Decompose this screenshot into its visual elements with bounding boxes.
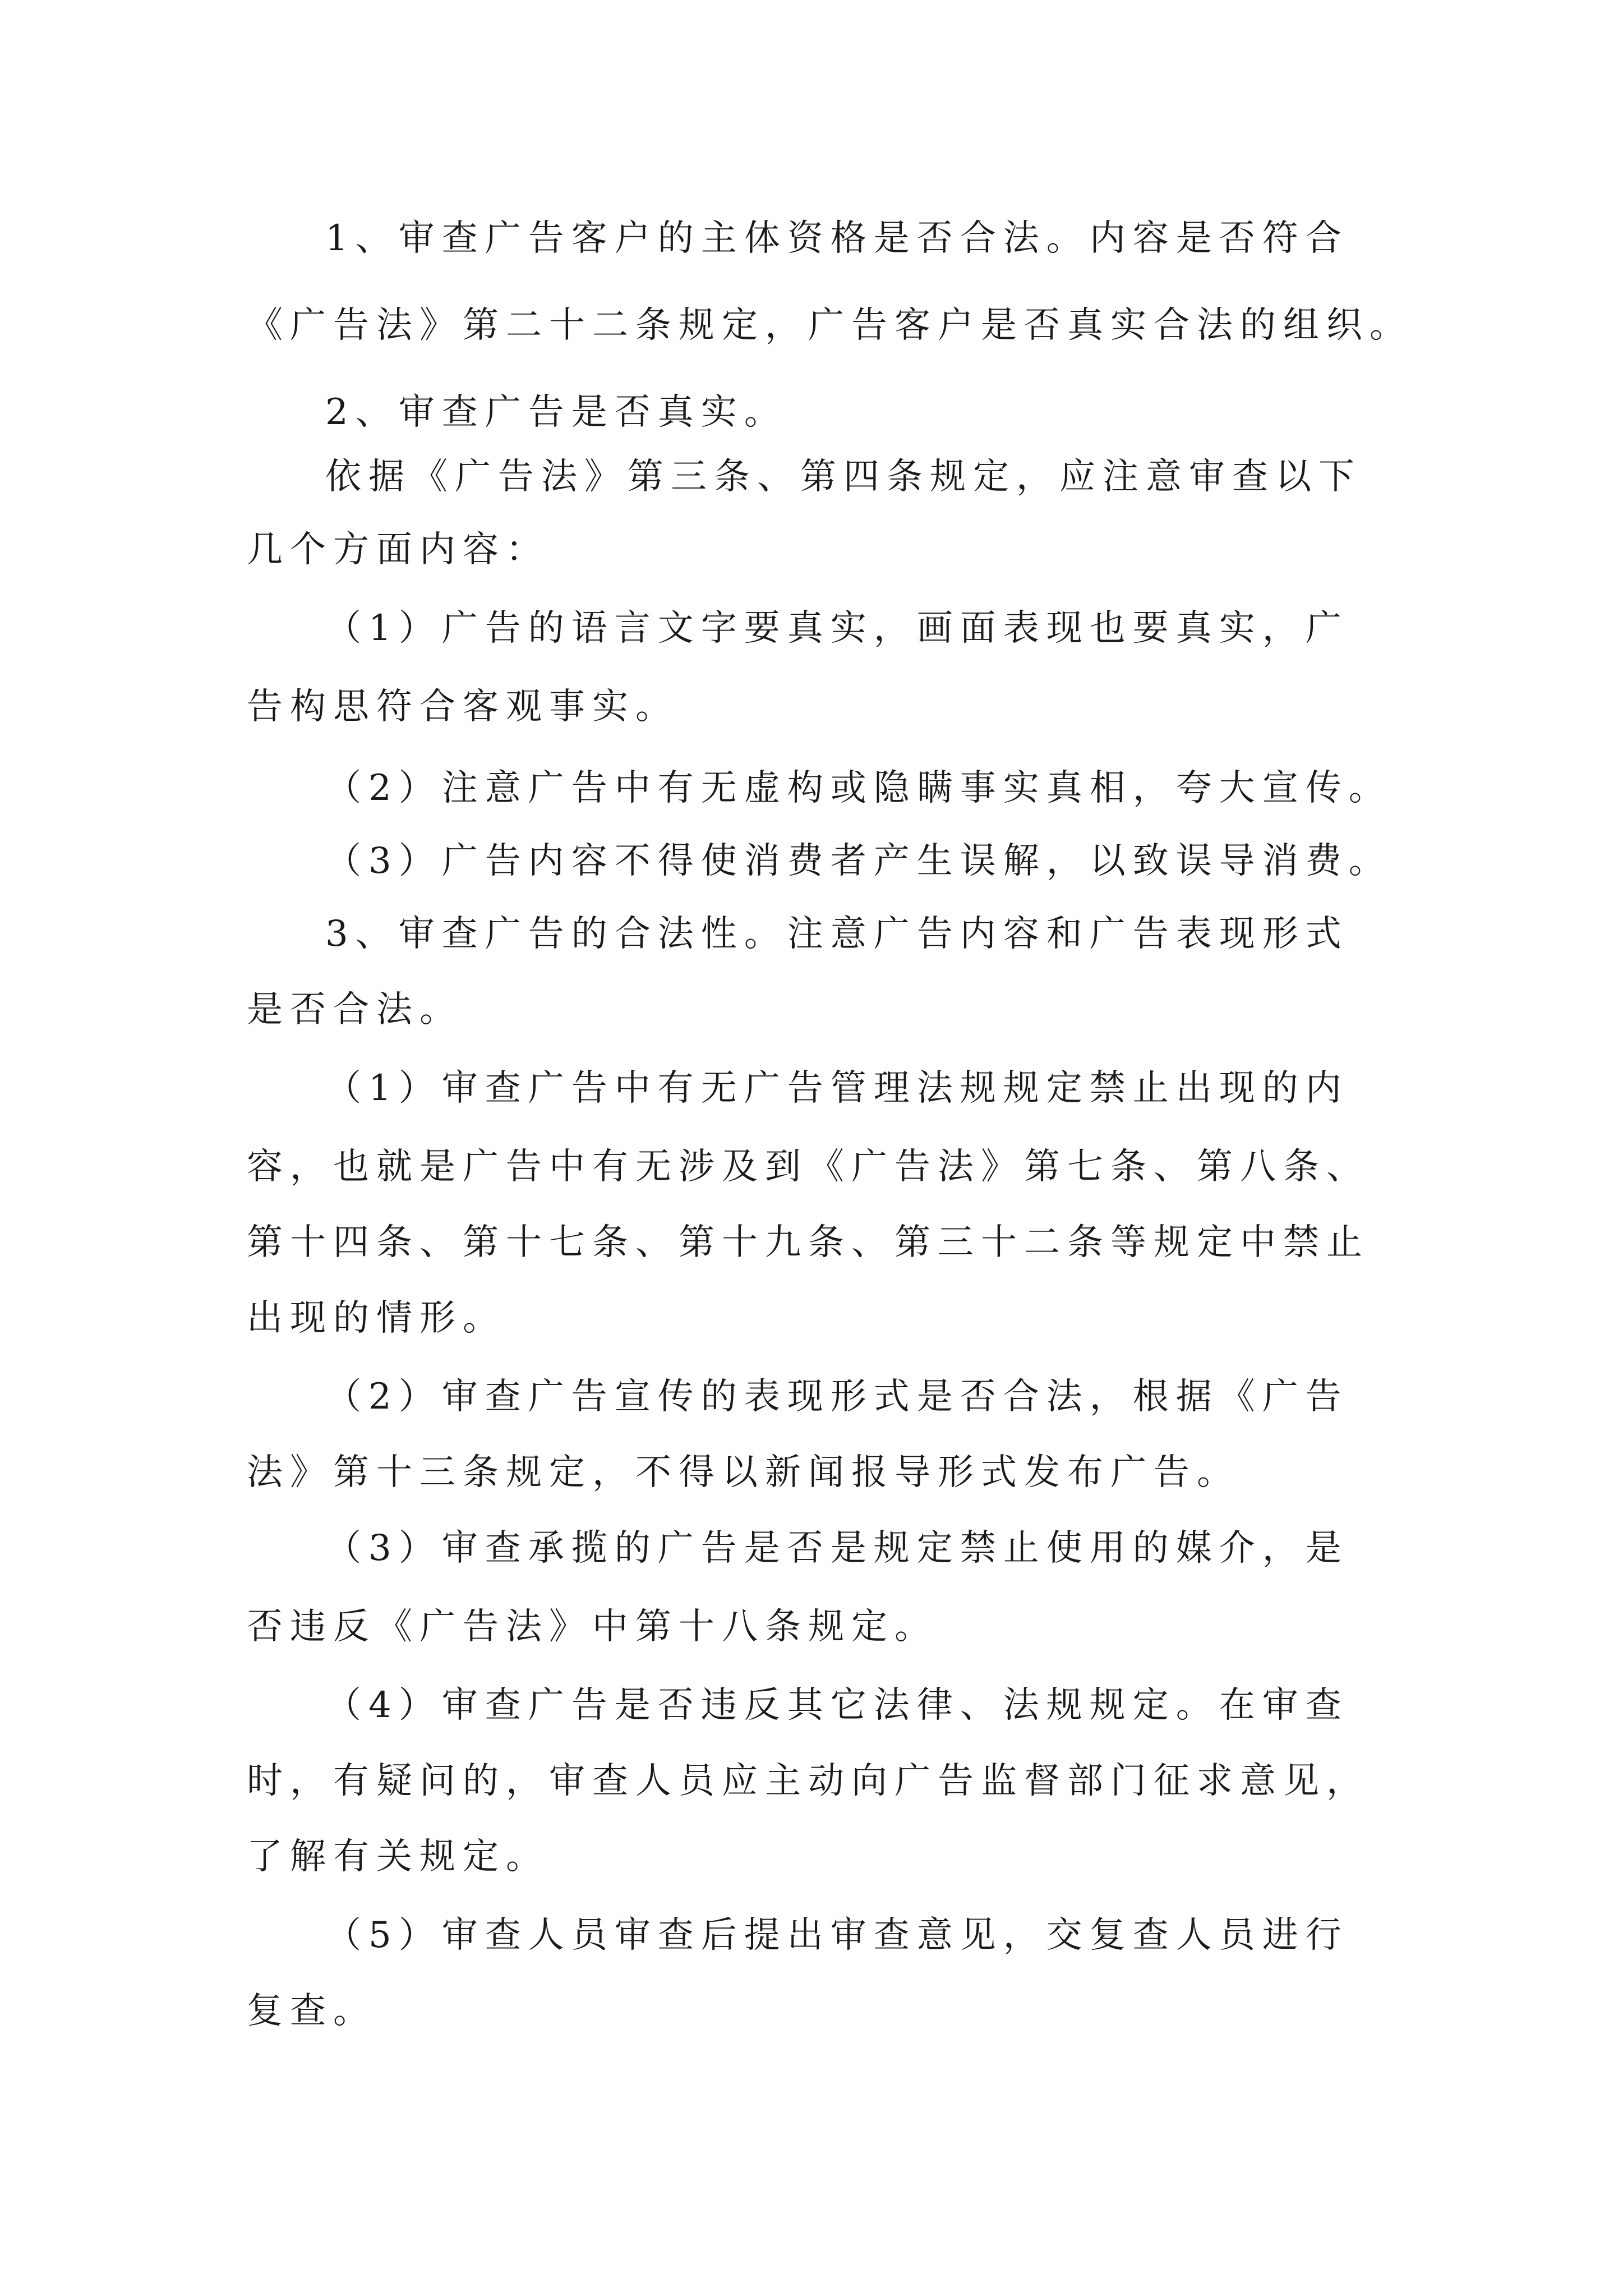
paragraph-8-line-1: （1）审查广告中有无广告管理法规规定禁止出现的内	[325, 1068, 1349, 1109]
paragraph-12-line-2: 复查。	[247, 1990, 376, 2032]
paragraph-9-line-2: 法》第十三条规定，不得以新闻报导形式发布广告。	[247, 1452, 1240, 1493]
paragraph-11-line-3: 了解有关规定。	[247, 1836, 549, 1878]
paragraph-1-line-2: 《广告法》第二十二条规定，广告客户是否真实合法的组织。	[247, 305, 1413, 346]
paragraph-1-line-1: 1、审查广告客户的主体资格是否合法。内容是否符合	[325, 218, 1349, 259]
paragraph-4-line-2: 告构思符合客观事实。	[247, 686, 679, 728]
paragraph-5-line-1: （2）注意广告中有无虚构或隐瞒事实真相，夸大宣传。	[325, 767, 1392, 809]
paragraph-8-line-4: 出现的情形。	[247, 1297, 506, 1339]
paragraph-8-line-3: 第十四条、第十七条、第十九条、第三十二条等规定中禁止	[247, 1222, 1370, 1263]
paragraph-7-line-2: 是否合法。	[247, 989, 463, 1030]
paragraph-11-line-2: 时，有疑问的，审查人员应主动向广告监督部门征求意见，	[247, 1760, 1370, 1802]
paragraph-3-line-1: 依据《广告法》第三条、第四条规定，应注意审查以下	[325, 456, 1362, 498]
paragraph-6-line-1: （3）广告内容不得使消费者产生误解，以致误导消费。	[325, 840, 1392, 882]
paragraph-11-line-1: （4）审查广告是否违反其它法律、法规规定。在审查	[325, 1685, 1349, 1726]
paragraph-9-line-1: （2）审查广告宣传的表现形式是否合法，根据《广告	[325, 1376, 1349, 1418]
paragraph-10-line-2: 否违反《广告法》中第十八条规定。	[247, 1606, 938, 1648]
paragraph-12-line-1: （5）审查人员审查后提出审查意见，交复查人员进行	[325, 1915, 1349, 1956]
paragraph-3-line-2: 几个方面内容：	[247, 529, 549, 570]
paragraph-2-line-1: 2、审查广告是否真实。	[325, 392, 787, 433]
paragraph-10-line-1: （3）审查承揽的广告是否是规定禁止使用的媒介，是	[325, 1527, 1349, 1569]
paragraph-4-line-1: （1）广告的语言文字要真实，画面表现也要真实，广	[325, 608, 1349, 649]
paragraph-8-line-2: 容，也就是广告中有无涉及到《广告法》第七条、第八条、	[247, 1146, 1370, 1188]
paragraph-7-line-1: 3、审查广告的合法性。注意广告内容和广告表现形式	[325, 913, 1349, 955]
